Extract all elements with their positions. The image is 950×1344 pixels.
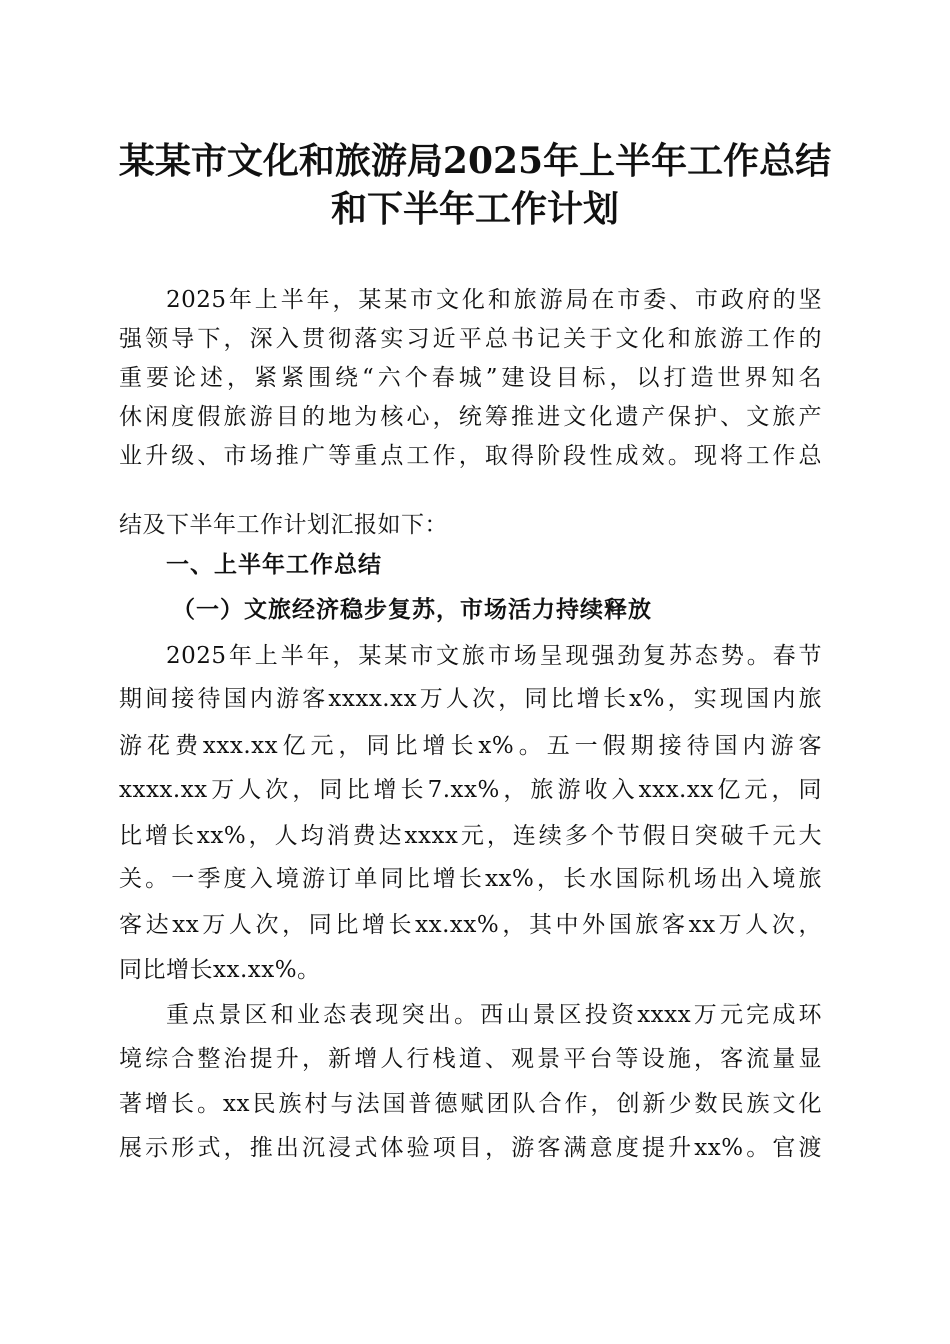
body-line: 客达xx万人次，同比增长xx.xx%，其中外国旅客xx万人次， xyxy=(119,912,822,938)
intro-line: 重要论述，紧紧围绕“六个春城”建设目标，以打造世界知名 xyxy=(119,365,822,391)
document-title-line-2: 和下半年工作计划 xyxy=(330,188,619,230)
body-line: 境综合整治提升，新增人行栈道、观景平台等设施，客流量显 xyxy=(119,1046,822,1072)
intro-line: 结及下半年工作计划汇报如下： xyxy=(119,512,448,538)
body-line: 著增长。xx民族村与法国普德赋团队合作，创新少数民族文化 xyxy=(119,1091,822,1117)
body-line: 比增长xx%，人均消费达xxxx元，连续多个节假日突破千元大 xyxy=(119,823,822,849)
body-line: 展示形式，推出沉浸式体验项目，游客满意度提升xx%。官渡 xyxy=(119,1135,822,1161)
section-heading: 一、上半年工作总结 xyxy=(166,552,382,578)
body-line: 关。一季度入境游订单同比增长xx%，长水国际机场出入境旅 xyxy=(119,866,822,892)
intro-line: 业升级、市场推广等重点工作，取得阶段性成效。现将工作总 xyxy=(119,443,822,469)
body-line: 重点景区和业态表现突出。西山景区投资xxxx万元完成环 xyxy=(166,1002,822,1028)
document-title-line-1: 某某市文化和旅游局2025年上半年工作总结 xyxy=(118,140,832,182)
body-line: 游花费xxx.xx亿元，同比增长x%。五一假期接待国内游客 xyxy=(119,733,822,759)
intro-line: 2025年上半年，某某市文化和旅游局在市委、市政府的坚 xyxy=(166,287,822,313)
body-line: 2025年上半年，某某市文旅市场呈现强劲复苏态势。春节 xyxy=(166,643,822,669)
body-line: 同比增长xx.xx%。 xyxy=(119,957,321,983)
intro-line: 强领导下，深入贯彻落实习近平总书记关于文化和旅游工作的 xyxy=(119,326,822,352)
body-line: xxxx.xx万人次，同比增长7.xx%，旅游收入xxx.xx亿元，同 xyxy=(119,777,822,803)
subsection-heading: （一）文旅经济稳步复苏，市场活力持续释放 xyxy=(172,596,652,623)
body-line: 期间接待国内游客xxxx.xx万人次，同比增长x%，实现国内旅 xyxy=(119,686,822,712)
intro-line: 休闲度假旅游目的地为核心，统筹推进文化遗产保护、文旅产 xyxy=(119,404,822,430)
